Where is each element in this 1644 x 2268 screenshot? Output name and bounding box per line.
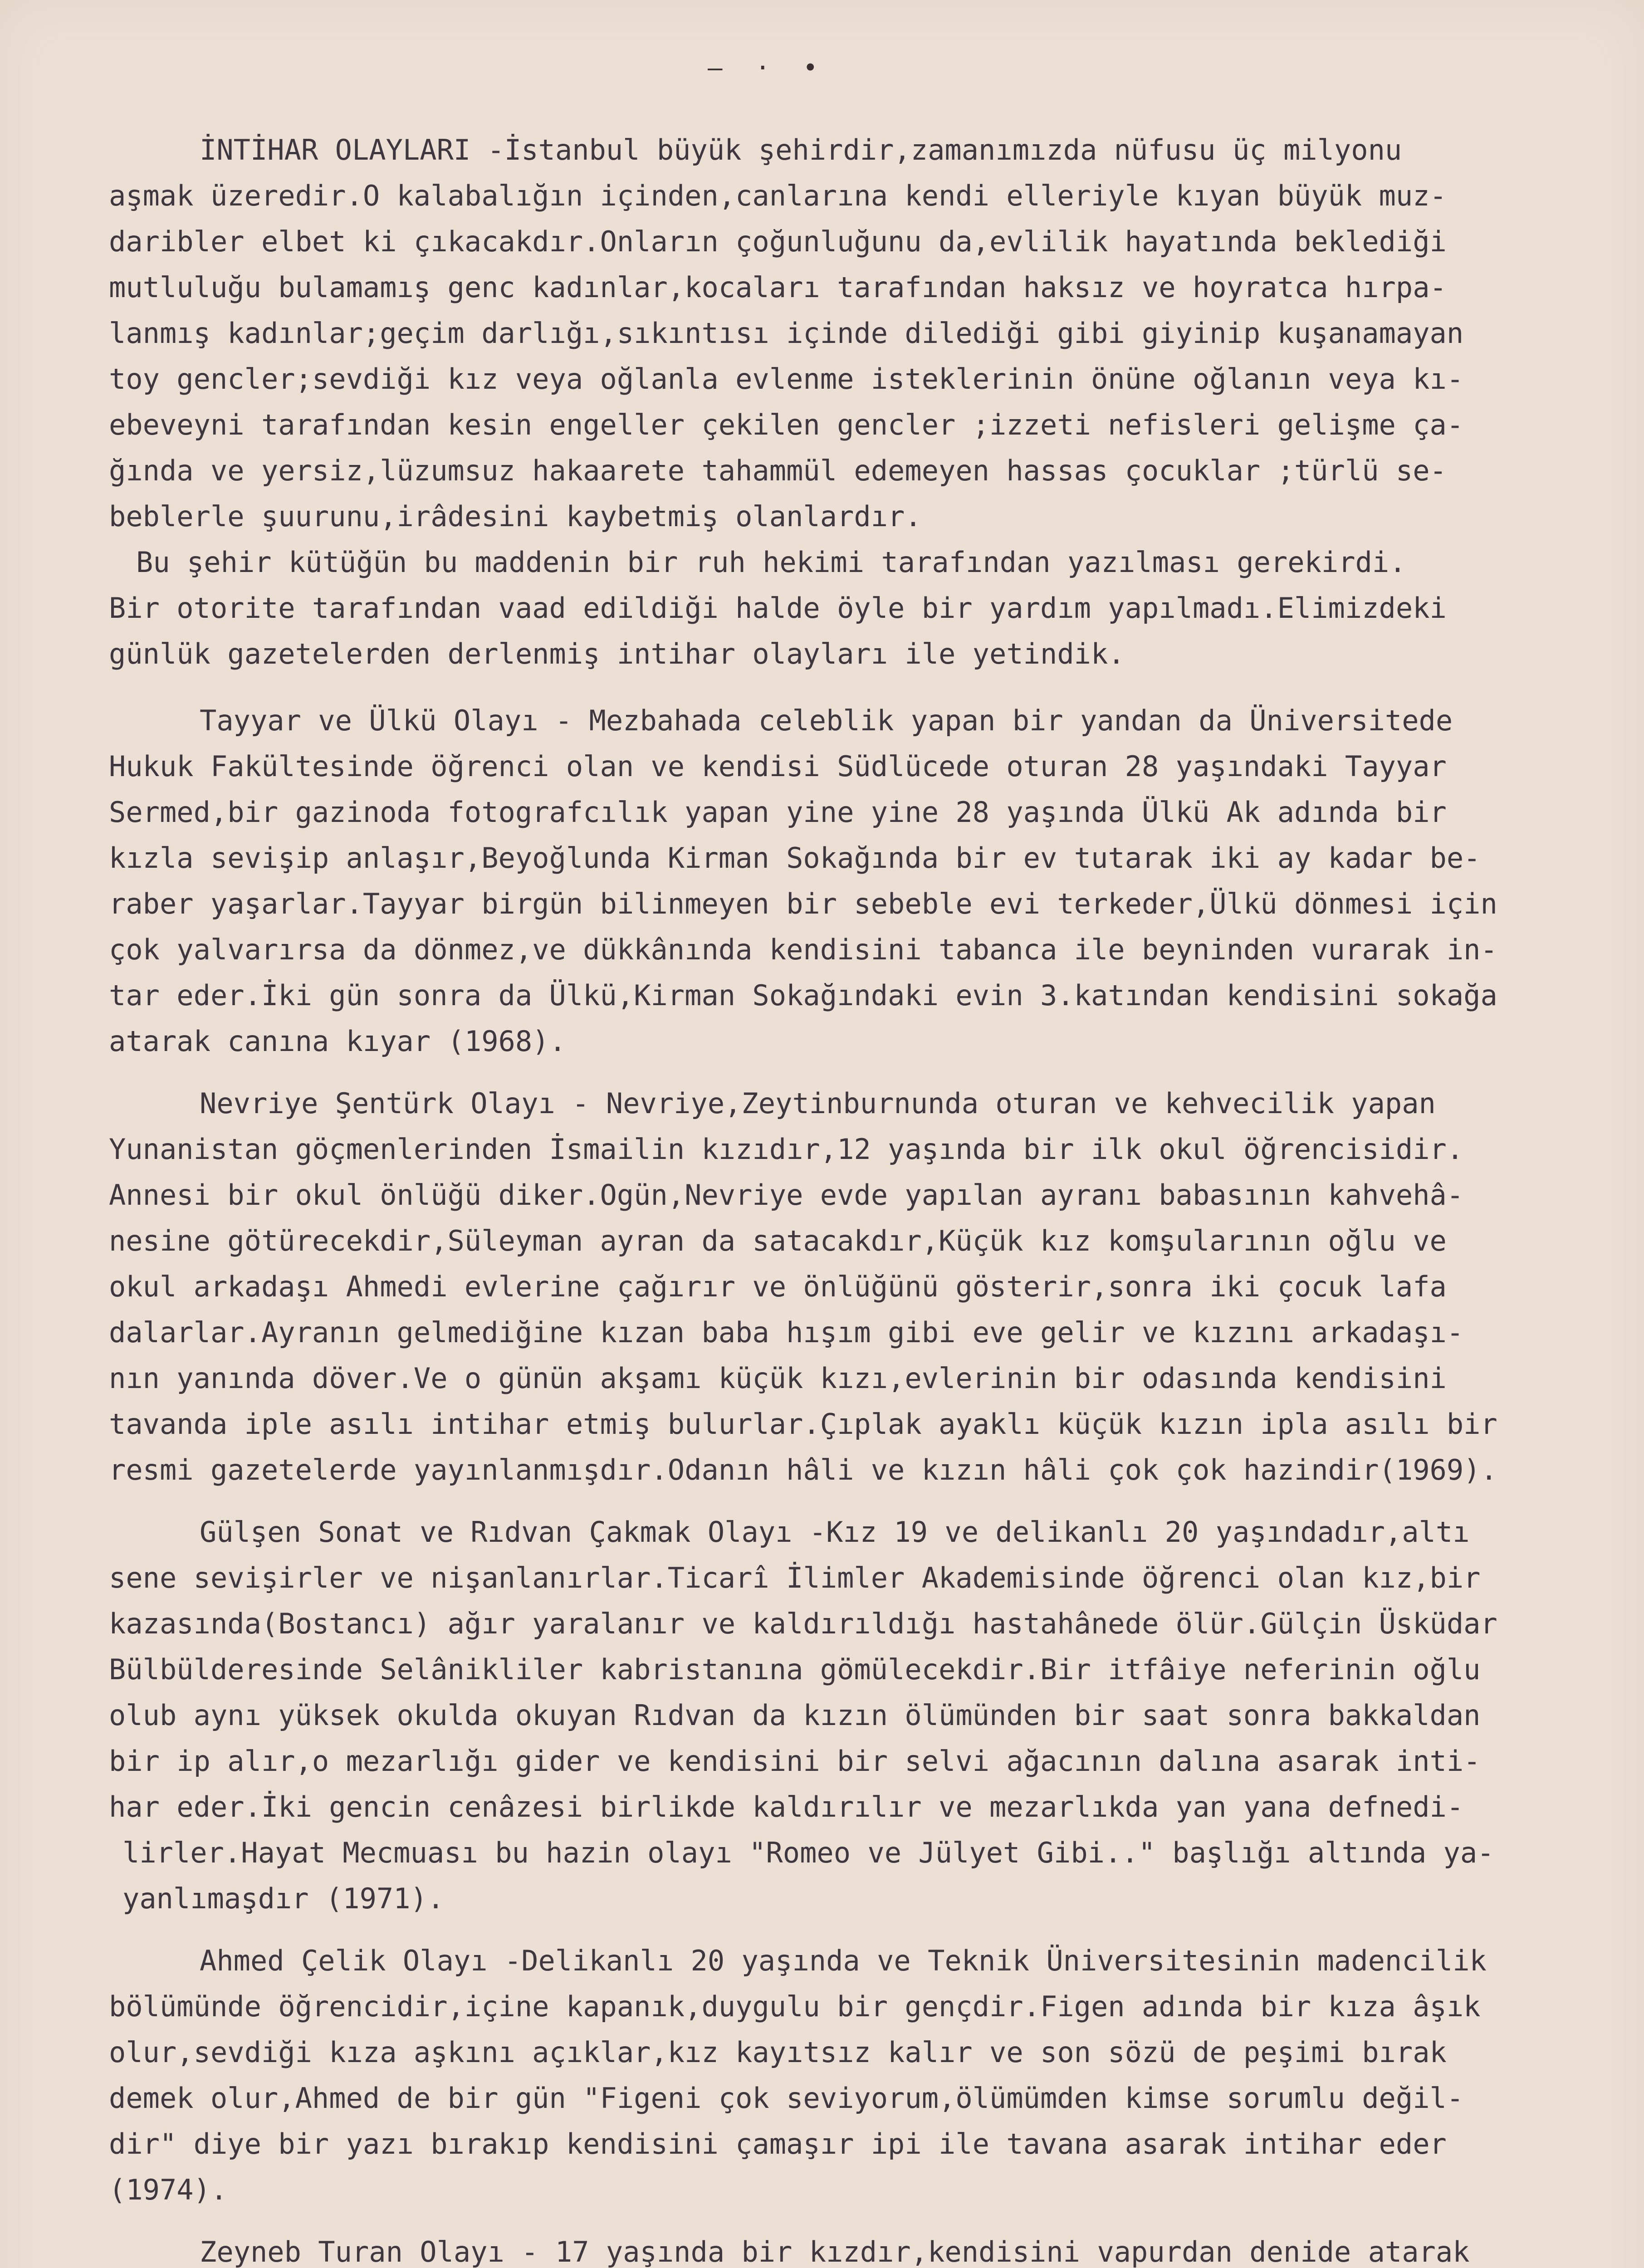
text-line: çok yalvarırsa da dönmez,ve dükkânında kendisini tabanca ile beyninden vurarak in- xyxy=(109,933,1497,966)
text-line: beblerle şuurunu,irâdesini kaybetmiş olanlardır. xyxy=(109,500,922,533)
text-line: Nevriye Şentürk Olayı - Nevriye,Zeytinburnunda oturan ve kehvecilik yapan xyxy=(200,1087,1436,1120)
text-line: okul arkadaşı Ahmedi evlerine çağırır ve önlüğünü gösterir,sonra iki çocuk lafa xyxy=(109,1270,1447,1303)
text-line: lanmış kadınlar;geçim darlığı,sıkıntısı içinde dilediği gibi giyinip kuşanamayan xyxy=(109,317,1464,350)
document-body xyxy=(109,127,1624,2268)
text-line: bir ip alır,o mezarlığı gider ve kendisini bir selvi ağacının dalına asarak inti- xyxy=(109,1745,1481,1778)
text-line: atarak canına kıyar (1968). xyxy=(109,1025,566,1058)
text-line: har eder.İki gencin cenâzesi birlikde kaldırılır ve mezarlıkda yan yana defnedi- xyxy=(109,1790,1464,1823)
text-line: daribler elbet ki çıkacakdır.Onların çoğunluğunu da,evlilik hayatında beklediği xyxy=(109,225,1447,258)
text-line: Sermed,bir gazinoda fotografcılık yapan yine yine 28 yaşında Ülkü Ak adında bir xyxy=(109,796,1447,829)
text-line: olub aynı yüksek okulda okuyan Rıdvan da kızın ölümünden bir saat sonra bakkaldan xyxy=(109,1699,1481,1732)
text-line: günlük gazetelerden derlenmiş intihar olayları ile yetindik. xyxy=(109,637,1125,670)
text-line: Gülşen Sonat ve Rıdvan Çakmak Olayı -Kız 19 ve delikanlı 20 yaşındadır,altı xyxy=(200,1515,1470,1549)
paragraph-intro xyxy=(109,127,1624,539)
text-line: (1974). xyxy=(109,2173,228,2206)
text-line: raber yaşarlar.Tayyar birgün bilinmeyen bir sebeble evi terkeder,Ülkü dönmesi için xyxy=(109,887,1497,920)
text-line: Ahmed Çelik Olayı -Delikanlı 20 yaşında ve Teknik Üniversitesinin madencilik xyxy=(200,1944,1487,1977)
paragraph-zeyneb xyxy=(109,2229,1624,2268)
page-mark: — · • xyxy=(708,54,827,82)
text-line: dir" diye bir yazı bırakıp kendisini çamaşır ipi ile tavana asarak intihar eder xyxy=(109,2127,1447,2160)
text-line: sene sevişirler ve nişanlanırlar.Ticarî İlimler Akademisinde öğrenci olan kız,bir xyxy=(109,1561,1481,1594)
text-line: tavanda iple asılı intihar etmiş bulurlar.Çıplak ayaklı küçük kızın ipla asılı bir xyxy=(109,1408,1497,1441)
text-line: olur,sevdiği kıza aşkını açıklar,kız kayıtsız kalır ve son sözü de peşimi bırak xyxy=(109,2036,1447,2069)
text-line: Bülbülderesinde Selânikliler kabristanına gömülecekdir.Bir itfâiye neferinin oğlu xyxy=(109,1653,1481,1686)
text-line: lirler.Hayat Mecmuası bu hazin olayı "Romeo ve Jülyet Gibi.." başlığı altında ya- xyxy=(122,1836,1494,1869)
paragraph-gulsen xyxy=(109,1509,1624,1921)
text-line: demek olur,Ahmed de bir gün "Figeni çok seviyorum,ölümümden kimse sorumlu değil- xyxy=(109,2082,1464,2115)
paragraph-nevriye xyxy=(109,1080,1624,1493)
text-line: Bu şehir kütüğün bu maddenin bir ruh hekimi tarafından yazılması gerekirdi. xyxy=(136,546,1406,579)
text-line: tar eder.İki gün sonra da Ülkü,Kirman Sokağındaki evin 3.katından kendisini sokağa xyxy=(109,979,1497,1012)
text-line: ebeveyni tarafından kesin engeller çekilen gencler ;izzeti nefisleri gelişme ça- xyxy=(109,408,1464,441)
paragraph-tayyar xyxy=(109,698,1624,1064)
text-line: bölümünde öğrencidir,içine kapanık,duygulu bir gençdir.Figen adında bir kıza âşık xyxy=(109,1990,1481,2023)
text-line: Tayyar ve Ülkü Olayı - Mezbahada celeblik yapan bir yandan da Üniversitede xyxy=(200,704,1453,737)
text-line: Zeyneb Turan Olayı - 17 yaşında bir kızdır,kendisini vapurdan denide atarak xyxy=(200,2235,1470,2268)
text-line: Bir otorite tarafından vaad edildiği halde öyle bir yardım yapılmadı.Elimizdeki xyxy=(109,591,1447,625)
text-line: nın yanında döver.Ve o günün akşamı küçük kızı,evlerinin bir odasında kendisini xyxy=(109,1362,1447,1395)
text-line: yanlımaşdır (1971). xyxy=(122,1882,445,1915)
text-line: kızla sevişip anlaşır,Beyoğlunda Kirman Sokağında bir ev tutarak iki ay kadar be- xyxy=(109,841,1481,875)
text-line: nesine götürecekdir,Süleyman ayran da satacakdır,Küçük kız komşularının oğlu ve xyxy=(109,1224,1447,1257)
text-line: toy gencler;sevdiği kız veya oğlanla evlenme isteklerinin önüne oğlanın veya kı- xyxy=(109,362,1464,396)
text-line: mutluluğu bulamamış genc kadınlar,kocaları tarafından haksız ve hoyratca hırpa- xyxy=(109,271,1447,304)
text-line: dalarlar.Ayranın gelmediğine kızan baba hışım gibi eve gelir ve kızını arkadaşı- xyxy=(109,1316,1464,1349)
text-line: İNTİHAR OLAYLARI -İstanbul büyük şehirdir,zamanımızda nüfusu üç milyonu xyxy=(200,133,1402,166)
paragraph-intro-2 xyxy=(109,539,1624,677)
text-line: resmi gazetelerde yayınlanmışdır.Odanın hâli ve kızın hâli çok çok hazindir(1969). xyxy=(109,1453,1497,1486)
text-line: ğında ve yersiz,lüzumsuz hakaarete tahammül edemeyen hassas çocuklar ;türlü se- xyxy=(109,454,1447,487)
text-line: aşmak üzeredir.O kalabalığın içinden,canlarına kendi elleriyle kıyan büyük muz- xyxy=(109,179,1447,212)
text-line: Hukuk Fakültesinde öğrenci olan ve kendisi Südlücede oturan 28 yaşındaki Tayyar xyxy=(109,750,1447,783)
paragraph-ahmed xyxy=(109,1938,1624,2213)
text-line: kazasında(Bostancı) ağır yaralanır ve kaldırıldığı hastahânede ölür.Gülçin Üsküdar xyxy=(109,1607,1497,1640)
text-line: Annesi bir okul önlüğü diker.Ogün,Nevriye evde yapılan ayranı babasının kahvehâ- xyxy=(109,1178,1464,1212)
text-line: Yunanistan göçmenlerinden İsmailin kızıdır,12 yaşında bir ilk okul öğrencisidir. xyxy=(109,1133,1464,1166)
